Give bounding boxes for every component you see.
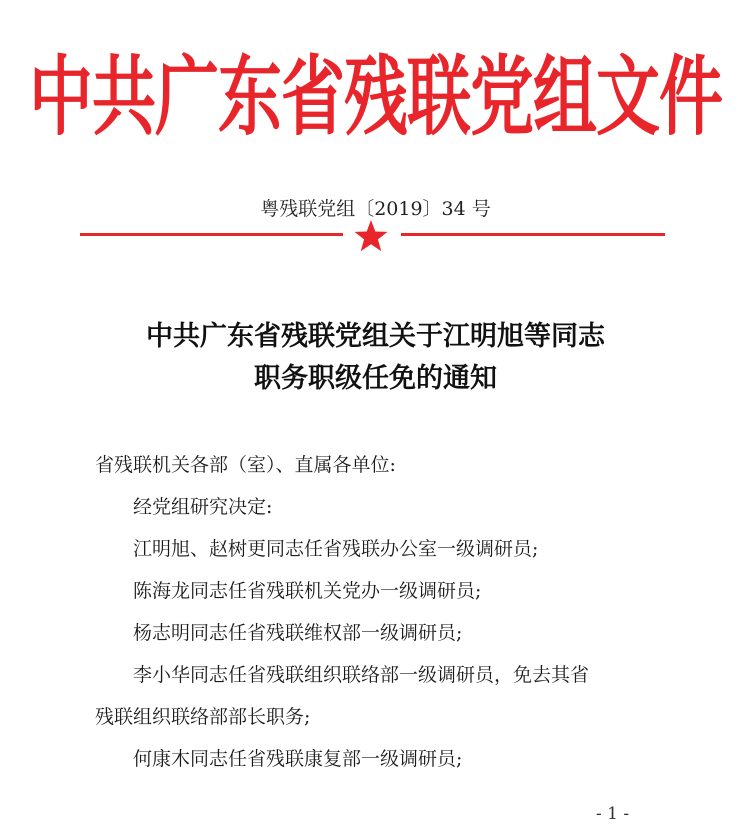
intro-paragraph: 经党组研究决定: [133,496,273,518]
appointment-item: 江明旭、赵树更同志任省残联办公室一级调研员; [133,538,539,560]
page-number: - 1 - [596,804,630,824]
red-rule-left [80,233,343,236]
masthead-title: 中共广东省残联党组文件 [29,48,722,149]
appointment-item: 李小华同志任省残联组织联络部一级调研员，免去其省 [133,664,590,686]
red-rule-right [401,233,665,236]
notice-title-line-2: 职务职级任免的通知 [254,363,497,394]
notice-title-line-1: 中共广东省残联党组关于江明旭等同志 [146,321,605,352]
appointment-item-continuation: 残联组织联络部部长职务; [95,706,311,728]
appointment-item: 陈海龙同志任省残联机关党办一级调研员; [133,580,482,602]
appointment-item: 杨志明同志任省残联维权部一级调研员; [133,622,463,644]
appointment-item: 何康木同志任省残联康复部一级调研员; [133,748,463,770]
document-number: 粤残联党组〔2019〕34 号 [260,198,491,220]
salutation: 省残联机关各部（室）、直属各单位: [95,454,396,476]
star-icon [353,219,389,253]
